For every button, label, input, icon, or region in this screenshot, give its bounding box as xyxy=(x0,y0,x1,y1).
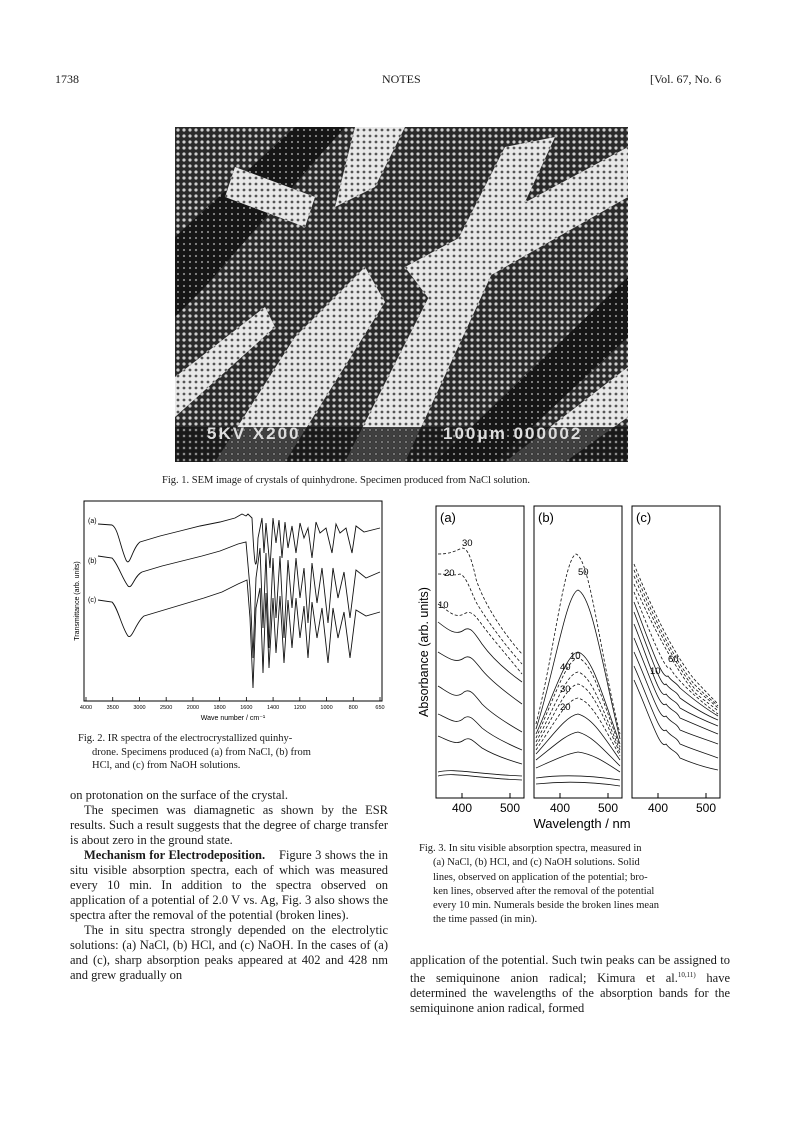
sem-scale-right: 100μm 000002 xyxy=(443,424,583,443)
ir-label-b: (b) xyxy=(88,558,97,565)
fig3-caption-line: (a) NaCl, (b) HCl, and (c) NaOH solutions. Solid xyxy=(433,857,640,869)
annot-b-10: 10 xyxy=(570,651,581,662)
sem-image xyxy=(175,127,628,462)
ir-xlabel: Wave number / cm⁻¹ xyxy=(200,715,266,722)
ir-tick-label: 650 xyxy=(375,705,385,711)
fig3-caption-line: Fig. 3. In situ visible absorption spectra, measured in xyxy=(419,843,642,854)
ir-tick-label: 1800 xyxy=(213,705,226,711)
fig3-xlabel: Wavelength / nm xyxy=(533,816,631,831)
right-column xyxy=(410,953,730,1016)
fig1-caption: Fig. 1. SEM image of crystals of quinhydrone. Specimen produced from NaCl solution. xyxy=(162,475,531,486)
ir-curve-a xyxy=(98,514,380,568)
sem-scale-left: 5KV X200 xyxy=(207,424,301,443)
running-head: NOTES xyxy=(382,72,421,86)
body-paragraph: The specimen was diamagnetic as shown by the ESR results. Such a result suggests that the degree of charge transfer is about zero in the ground state. xyxy=(70,803,388,847)
tick-b-500: 500 xyxy=(597,801,619,815)
annot-b-20: 20 xyxy=(560,702,571,713)
panel-b-label: (b) xyxy=(538,510,554,525)
ir-tick-label: 1200 xyxy=(293,705,306,711)
body-text: Figure 3 shows the in situ visible absorption spectra, each of which was measured every 10 min. In addition to the spectra observed on application of a potential of 2.0 V vs. Ag, Fig. 3 also shows the spectra after the removal of the potential (broken lines). xyxy=(70,848,389,922)
fig2-caption-line: HCl, and (c) from NaOH solutions. xyxy=(92,760,241,771)
ir-tick-label: 3500 xyxy=(106,705,119,711)
annot-b-40: 40 xyxy=(560,662,571,673)
reference-marker: 10,11) xyxy=(677,971,696,979)
fig3-ylabel: Absorbance (arb. units) xyxy=(417,587,431,717)
tick-b-400: 400 xyxy=(549,801,571,815)
annot-c-10: 10 xyxy=(650,666,661,677)
annot-c-60: 60 xyxy=(668,654,679,665)
ir-curve-b xyxy=(98,542,380,658)
ir-tick-label: 2500 xyxy=(160,705,173,711)
annot-a-30: 30 xyxy=(462,538,473,549)
tick-a-400: 400 xyxy=(451,801,473,815)
ir-tick-label: 1000 xyxy=(320,705,333,711)
page-number: 1738 xyxy=(55,72,79,86)
ir-label-c: (c) xyxy=(88,597,97,604)
body-text: application of the potential. Such twin peaks can be assigned to the semiquinone anion radical; Kimura et al. xyxy=(410,953,730,986)
body-text: have determined the wavelengths of the absorption bands for the semiquinone anion radical, formed xyxy=(410,971,730,1016)
fig2-caption-line: drone. Specimens produced (a) from NaCl, (b) from xyxy=(92,746,311,758)
fig3-caption-line: ken lines, observed after the removal of the potential xyxy=(433,885,655,897)
annot-a-20: 20 xyxy=(444,568,455,579)
annot-b-30: 30 xyxy=(560,684,571,695)
ir-tick-label: 4000 xyxy=(79,705,93,711)
ir-tick-label: 2000 xyxy=(186,705,200,711)
fig3-caption-line: lines, observed on application of the potential; bro- xyxy=(433,871,648,883)
panel-a-label: (a) xyxy=(440,510,456,525)
body-line: on protonation on the surface of the crystal. xyxy=(70,788,288,802)
ir-tick-label: 3000 xyxy=(133,705,146,711)
fig2-chart xyxy=(70,498,388,724)
annot-b-50: 50 xyxy=(578,567,589,578)
panel-c-label: (c) xyxy=(636,510,652,525)
tick-c-500: 500 xyxy=(695,801,717,815)
ir-tick-label: 800 xyxy=(348,705,358,711)
body-paragraph: The in situ spectra strongly depended on the electrolytic solutions: (a) NaCl, (b) HCl, and (c) NaOH. In the cases of (a) and (c), sharp absorption peaks appeared at 402 and 428 nm and grew gradually on xyxy=(70,923,388,982)
section-heading: Mechanism for Electrodeposition. xyxy=(84,848,266,862)
fig3-caption-line: the time passed (in min). xyxy=(433,914,538,926)
ir-tick-label: 1600 xyxy=(240,705,253,711)
fig3-caption xyxy=(419,842,729,928)
ir-ylabel: Transmittance (arb. units) xyxy=(74,561,81,641)
ir-tick-label: 1400 xyxy=(266,705,280,711)
left-column xyxy=(70,788,388,983)
fig3-chart xyxy=(414,504,730,834)
annot-a-10: 10 xyxy=(438,600,449,611)
tick-a-500: 500 xyxy=(499,801,521,815)
fig2-caption-line: Fig. 2. IR spectra of the electrocrystallized quinhy- xyxy=(78,733,293,744)
body-paragraph xyxy=(410,953,730,1016)
fig2-caption xyxy=(78,732,378,773)
volume-info: [Vol. 67, No. 6 xyxy=(650,72,722,86)
fig3-caption-line: every 10 min. Numerals beside the broken lines mean xyxy=(433,900,659,912)
tick-c-400: 400 xyxy=(647,801,669,815)
ir-label-a: (a) xyxy=(88,518,97,525)
body-paragraph xyxy=(70,848,388,923)
